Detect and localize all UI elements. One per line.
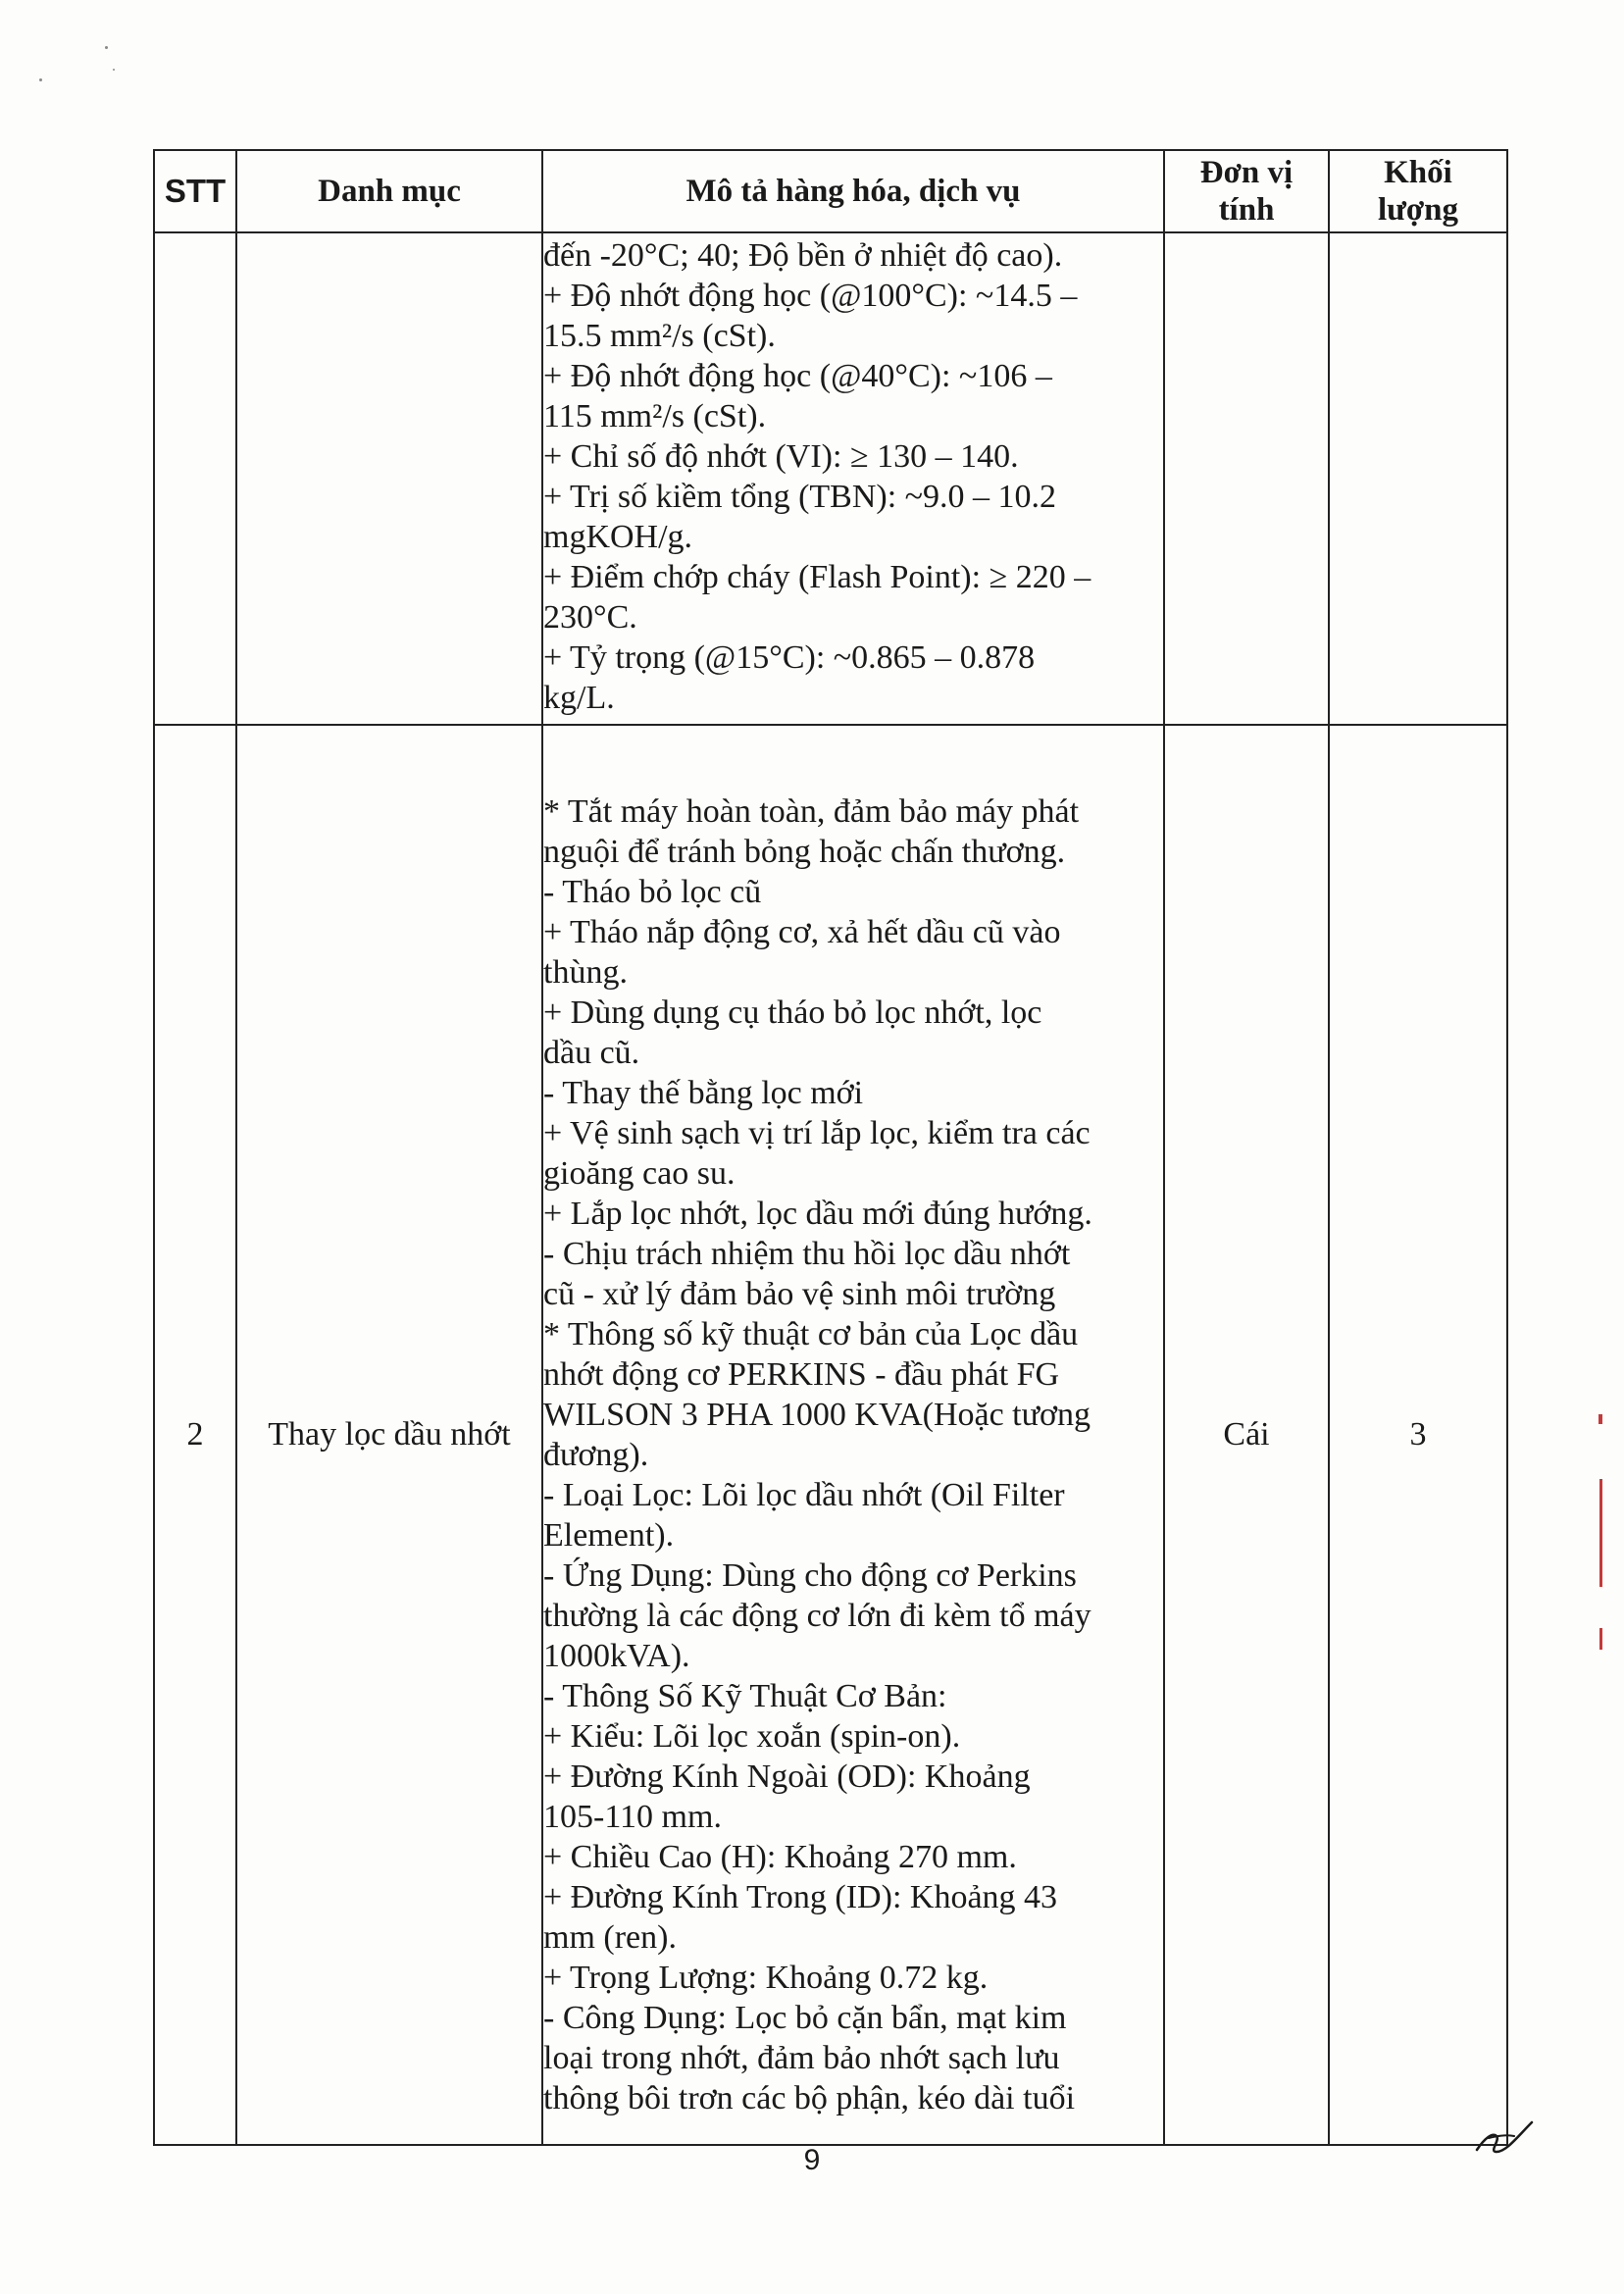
description-line: * Thông số kỹ thuật cơ bản của Lọc dầu	[543, 1315, 1079, 1352]
header-unit-line1: Đơn vị	[1199, 155, 1294, 190]
stamp-edge-mark	[1599, 1628, 1602, 1650]
header-unit-line2: tính	[1218, 192, 1275, 228]
cell-stt-empty	[154, 232, 236, 725]
description-line: thông bôi trơn các bộ phận, kéo dài tuổi	[543, 2079, 1076, 2116]
description-line: - Loại Lọc: Lõi lọc dầu nhớt (Oil Filter	[543, 1476, 1065, 1513]
description-line: 1000kVA).	[543, 1637, 690, 1674]
description-line: + Trị số kiềm tổng (TBN): ~9.0 – 10.2	[543, 479, 1057, 515]
description-line: - Ứng Dụng: Dùng cho động cơ Perkins	[543, 1556, 1077, 1594]
description-line: nguội để tránh bỏng hoặc chấn thương.	[543, 833, 1066, 870]
description-line: - Thông Số Kỹ Thuật Cơ Bản:	[543, 1677, 947, 1714]
description-line: WILSON 3 PHA 1000 KVA(Hoặc tương	[543, 1396, 1091, 1433]
description-line: thùng.	[543, 953, 628, 991]
description-line: cũ - xử lý đảm bảo vệ sinh môi trường	[543, 1275, 1056, 1312]
description-line: + Dùng dụng cụ tháo bỏ lọc nhớt, lọc	[543, 994, 1042, 1031]
description-line: + Tỷ trọng (@15°C): ~0.865 – 0.878	[543, 639, 1036, 676]
description-line: + Chỉ số độ nhớt (VI): ≥ 130 – 140.	[543, 438, 1019, 475]
description-line: - Chịu trách nhiệm thu hồi lọc dầu nhớt	[543, 1235, 1071, 1272]
description-line: + Độ nhớt động học (@40°C): ~106 –	[543, 358, 1052, 394]
description-line: - Công Dụng: Lọc bỏ cặn bẩn, mạt kim	[543, 1999, 1067, 2036]
table-row-continued	[154, 232, 1507, 725]
cell-unit: Cái	[1164, 725, 1329, 2145]
description-line: 105-110 mm.	[543, 1798, 722, 1835]
scan-speck	[39, 78, 42, 81]
header-quantity-line1: Khối	[1384, 155, 1452, 190]
cell-category: Thay lọc dầu nhớt	[236, 725, 542, 2145]
description-line: + Kiểu: Lõi lọc xoắn (spin-on).	[543, 1717, 961, 1755]
cell-stt: 2	[154, 725, 236, 2145]
description-line: 115 mm²/s (cSt).	[543, 398, 767, 434]
header-stt: STT	[154, 150, 236, 232]
signature-initial-icon	[1467, 2109, 1546, 2167]
description-line: mgKOH/g.	[543, 519, 693, 555]
cell-quantity: 3	[1329, 725, 1507, 2145]
page-number: 9	[803, 2144, 821, 2176]
header-unit	[1164, 150, 1329, 232]
table-header-row	[154, 150, 1507, 232]
description-line: + Lắp lọc nhớt, lọc dầu mới đúng hướng.	[543, 1195, 1092, 1232]
description-line: kg/L.	[543, 680, 615, 716]
description-line: đến -20°C; 40; Độ bền ở nhiệt độ cao).	[543, 237, 1063, 274]
description-line: + Trọng Lượng: Khoảng 0.72 kg.	[543, 1959, 989, 1996]
description-line: thường là các động cơ lớn đi kèm tổ máy	[543, 1597, 1091, 1634]
description-line: mm (ren).	[543, 1918, 677, 1956]
description-line: - Thay thế bằng lọc mới	[543, 1074, 864, 1111]
description-line: loại trong nhớt, đảm bảo nhớt sạch lưu	[543, 2039, 1060, 2076]
description-line: dầu cũ.	[543, 1034, 640, 1071]
scan-speck	[105, 46, 108, 49]
cell-quantity-empty	[1329, 232, 1507, 725]
table-row	[154, 725, 1507, 2145]
description-line: đương).	[543, 1436, 649, 1473]
header-quantity	[1329, 150, 1507, 232]
header-category: Danh mục	[236, 150, 542, 232]
scan-speck	[113, 69, 115, 71]
description-line: + Chiều Cao (H): Khoảng 270 mm.	[543, 1838, 1017, 1875]
cell-description-continued	[542, 232, 1164, 725]
description-line: + Điểm chớp cháy (Flash Point): ≥ 220 –	[543, 559, 1091, 595]
description-line: - Tháo bỏ lọc cũ	[543, 873, 762, 910]
description-line: 15.5 mm²/s (cSt).	[543, 318, 776, 354]
description-line: + Đường Kính Ngoài (OD): Khoảng	[543, 1758, 1031, 1795]
description-line: * Tắt máy hoàn toàn, đảm bảo máy phát	[543, 792, 1080, 830]
description-line: + Độ nhớt động học (@100°C): ~14.5 –	[543, 278, 1078, 314]
cell-category-empty	[236, 232, 542, 725]
spec-table	[153, 149, 1508, 2146]
description-line: 230°C.	[543, 599, 637, 636]
cell-description	[542, 725, 1164, 2145]
description-line: + Vệ sinh sạch vị trí lắp lọc, kiểm tra các	[543, 1114, 1091, 1151]
header-description: Mô tả hàng hóa, dịch vụ	[542, 150, 1164, 232]
description-line: gioăng cao su.	[543, 1154, 736, 1192]
description-line: Element).	[543, 1516, 675, 1554]
cell-unit-empty	[1164, 232, 1329, 725]
description-line: + Tháo nắp động cơ, xả hết dầu cũ vào	[543, 913, 1061, 950]
stamp-edge-mark	[1599, 1479, 1602, 1587]
description-line: nhớt động cơ PERKINS - đầu phát FG	[543, 1355, 1060, 1393]
description-line: + Đường Kính Trong (ID): Khoảng 43	[543, 1878, 1058, 1915]
header-quantity-line2: lượng	[1377, 192, 1459, 228]
stamp-edge-mark	[1599, 1414, 1602, 1424]
